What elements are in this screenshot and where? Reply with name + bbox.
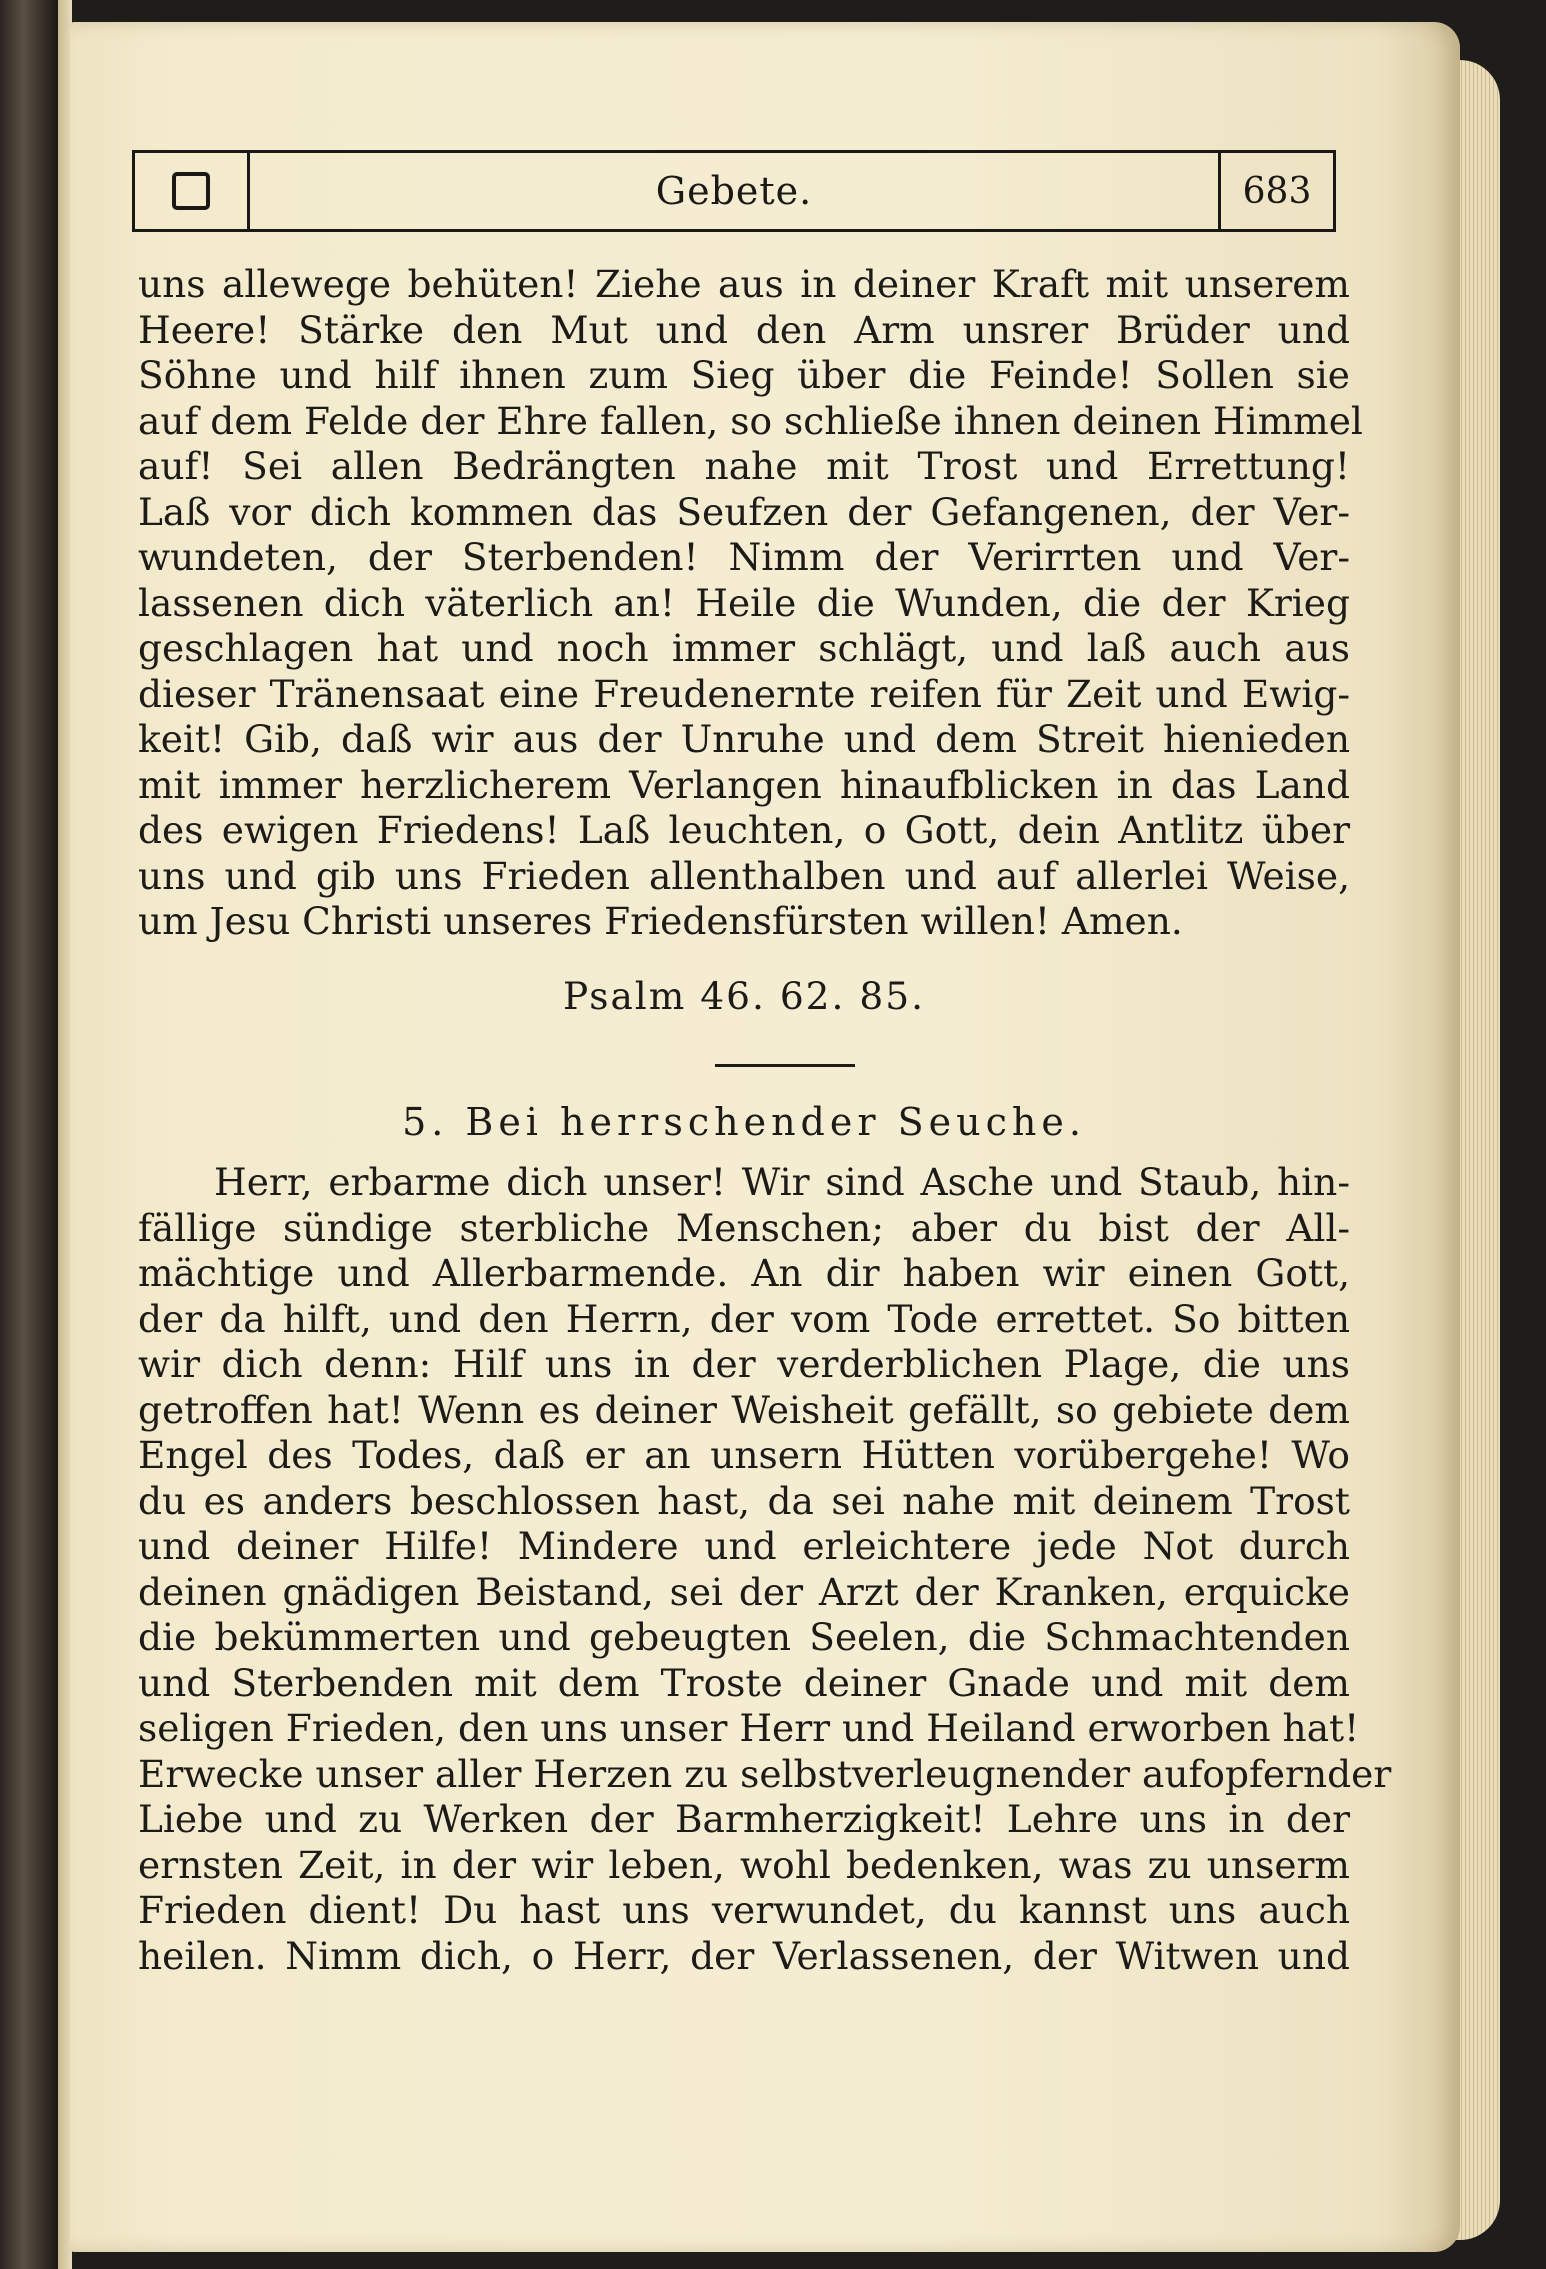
- text-line: seligen Frieden, den uns unser Herr und Heiland erworben hat!: [138, 1706, 1360, 1750]
- text-line: keit! Gib, daß wir aus der Unruhe und dem Streit hienieden: [138, 717, 1350, 761]
- text-line: Liebe und zu Werken der Barmherzigkeit! Lehre uns in der: [138, 1797, 1350, 1841]
- header-ornament-cell: [135, 153, 250, 229]
- text-line: die bekümmerten und gebeugten Seelen, die Schmachtenden: [138, 1615, 1350, 1659]
- text-line: mächtige und Allerbarmende. An dir haben wir einen Gott,: [138, 1251, 1350, 1295]
- text-line: uns allewege behüten! Ziehe aus in deiner Kraft mit unserem: [138, 262, 1350, 306]
- section-divider: [715, 1064, 855, 1067]
- text-line: dieser Tränensaat eine Freudenernte reifen für Zeit und Ewig-: [138, 671, 1350, 716]
- text-line: auf! Sei allen Bedrängten nahe mit Trost und Errettung!: [138, 444, 1350, 488]
- text-line: du es anders beschlossen hast, da sei nahe mit deinem Trost: [138, 1478, 1350, 1523]
- text-line: mit immer herzlicherem Verlangen hinaufblicken in das Land: [138, 762, 1350, 807]
- prayer-paragraph-1: [138, 262, 1363, 945]
- text-line: und Sterbenden mit dem Troste deiner Gnade und mit dem: [138, 1660, 1350, 1705]
- text-line: der da hilft, und den Herrn, der vom Tode errettet. So bitten: [138, 1296, 1350, 1341]
- text-line: Erwecke unser aller Herzen zu selbstverleugnender aufopfernder: [138, 1751, 1392, 1796]
- text-line: deinen gnädigen Beistand, sei der Arzt der Kranken, erquicke: [138, 1569, 1350, 1614]
- prayer-paragraph-2: [138, 1160, 1392, 1979]
- text-line: des ewigen Friedens! Laß leuchten, o Gott, dein Antlitz über: [138, 808, 1350, 852]
- text-line: lassenen dich väterlich an! Heile die Wunden, die der Krieg: [138, 580, 1350, 625]
- text-line: Heere! Stärke den Mut und den Arm unsrer Brüder und: [138, 307, 1350, 352]
- text-line: getroffen hat! Wenn es deiner Weisheit gefällt, so gebiete dem: [138, 1387, 1350, 1432]
- text-line: und deiner Hilfe! Mindere und erleichtere jede Not durch: [138, 1524, 1350, 1568]
- text-line: Laß vor dich kommen das Seufzen der Gefangenen, der Ver-: [138, 489, 1350, 534]
- header-title: Gebete.: [655, 169, 813, 213]
- text-line: heilen. Nimm dich, o Herr, der Verlassenen, der Witwen und: [138, 1933, 1350, 1978]
- text-line: ernsten Zeit, in der wir leben, wohl bedenken, was zu unserm: [138, 1842, 1350, 1887]
- psalm-reference: Psalm 46. 62. 85.: [562, 974, 926, 1018]
- text-line: wundeten, der Sterbenden! Nimm der Verirrten und Ver-: [138, 535, 1350, 579]
- text-line: Engel des Todes, daß er an unsern Hütten vorübergehe! Wo: [138, 1433, 1350, 1477]
- running-header: [132, 150, 1336, 232]
- text-line: wir dich denn: Hilf uns in der verderblichen Plage, die uns: [138, 1342, 1350, 1386]
- section-heading: 5. Bei herrschender Seuche.: [402, 1100, 1086, 1144]
- book-spine: [0, 0, 58, 2269]
- square-ornament-icon: [172, 172, 210, 210]
- text-line: geschlagen hat und noch immer schlägt, und laß auch aus: [138, 626, 1350, 670]
- text-line: um Jesu Christi unseres Friedensfürsten willen! Amen.: [138, 899, 1183, 943]
- text-line: auf dem Felde der Ehre fallen, so schließe ihnen deinen Himmel: [138, 398, 1363, 443]
- text-line: Frieden dient! Du hast uns verwundet, du kannst uns auch: [138, 1888, 1350, 1932]
- page-number: 683: [1218, 153, 1333, 229]
- text-line: Söhne und hilf ihnen zum Sieg über die Feinde! Sollen sie: [138, 353, 1350, 397]
- text-line: fällige sündige sterbliche Menschen; aber du bist der All-: [138, 1205, 1350, 1250]
- text-line: uns und gib uns Frieden allenthalben und auf allerlei Weise,: [138, 853, 1350, 898]
- text-line: Herr, erbarme dich unser! Wir sind Asche und Staub, hin-: [214, 1160, 1350, 1204]
